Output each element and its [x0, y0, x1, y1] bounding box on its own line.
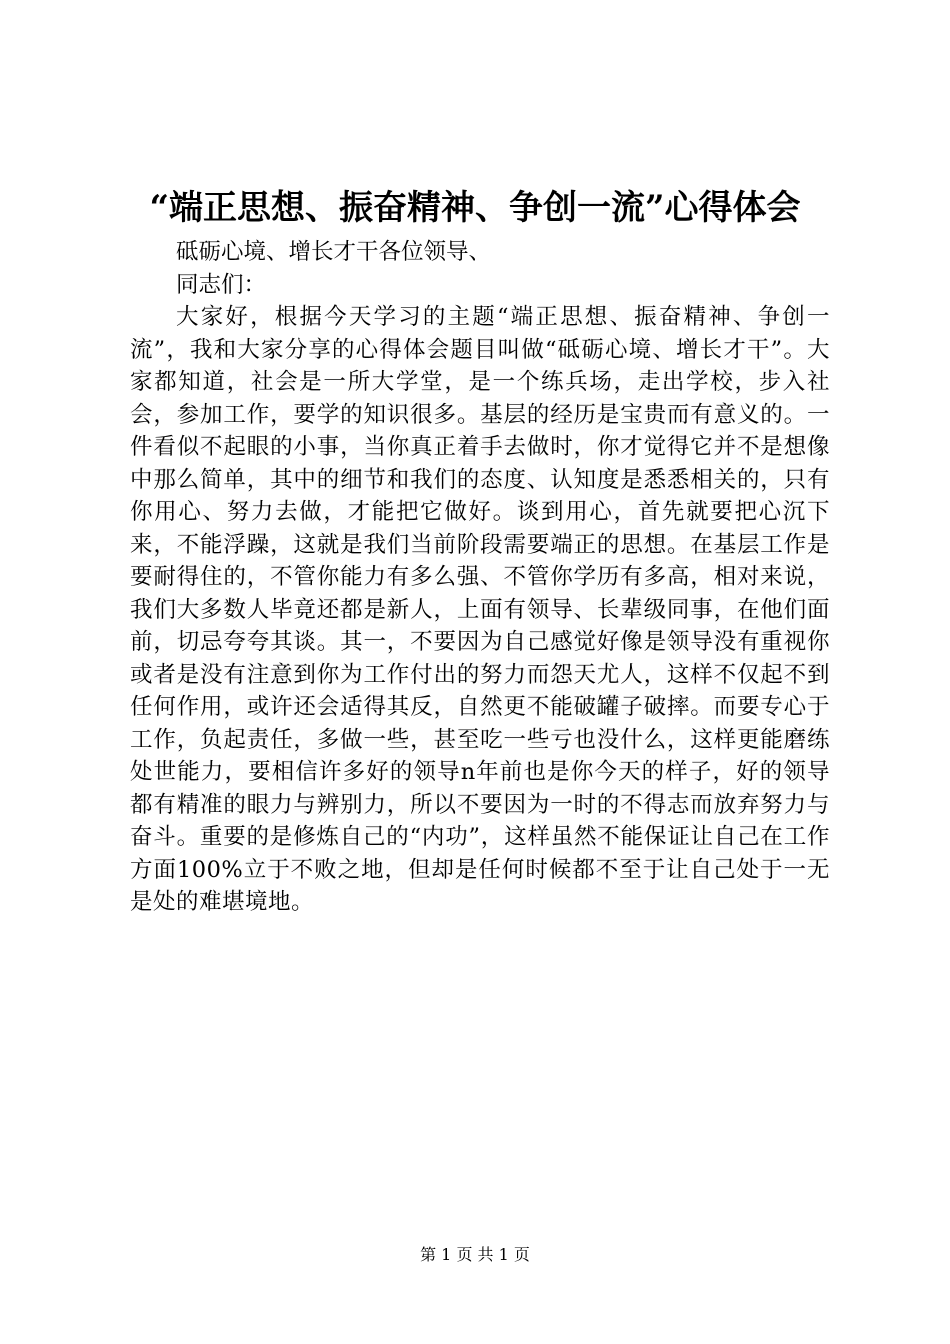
body-paragraph: 大家好，根据今天学习的主题“端正思想、振奋精神、争创一流”，我和大家分享的心得体会题目叫做“砥砺心境、增长才干”。大家都知道，社会是一所大学堂，是一个练兵场，走出学校，步入社会，参加工作，要学的知识很多。基层的经历是宝贵而有意义的。一件看似不起眼的小事，当你真正着手去做时，你才觉得它并不是想像中那么简单，其中的细节和我们的态度、认知度是悉悉相关的，只有你用心、努力去做，才能把它做好。谈到用心，首先就要把心沉下来，不能浮躁，这就是我们当前阶段需要端正的思想。在基层工作是要耐得住的，不管你能力有多么强、不管你学历有多高，相对来说，我们大多数人毕竟还都是新人，上面有领导、长辈级同事，在他们面前，切忌夸夸其谈。其一，不要因为自己感觉好像是领导没有重视你或者是没有注意到你为工作付出的努力而怨天尤人，这样不仅起不到任何作用，或许还会适得其反，自然更不能破罐子破摔。而要专心于工作，负起责任，多做一些，甚至吃一些亏也没什么，这样更能磨练处世能力，要相信许多好的领导n年前也是你今天的样子，好的领导都有精准的眼力与辨别力，所以不要因为一时的不得志而放弃努力与奋斗。重要的是修炼自己的“内功”，这样虽然不能保证让自己在工作方面100%立于不败之地，但却是任何时候都不至于让自己处于一无是处的难堪境地。 [130, 304, 830, 915]
subtitle-line: 砥砺心境、增长才干各位领导、 [176, 239, 492, 265]
document-title: “端正思想、振奋精神、争创一流”心得体会 [149, 188, 801, 228]
document-body [130, 236, 830, 919]
page-footer: 第 1 页 共 1 页 [420, 1245, 530, 1264]
salutation: 同志们： [176, 271, 267, 298]
